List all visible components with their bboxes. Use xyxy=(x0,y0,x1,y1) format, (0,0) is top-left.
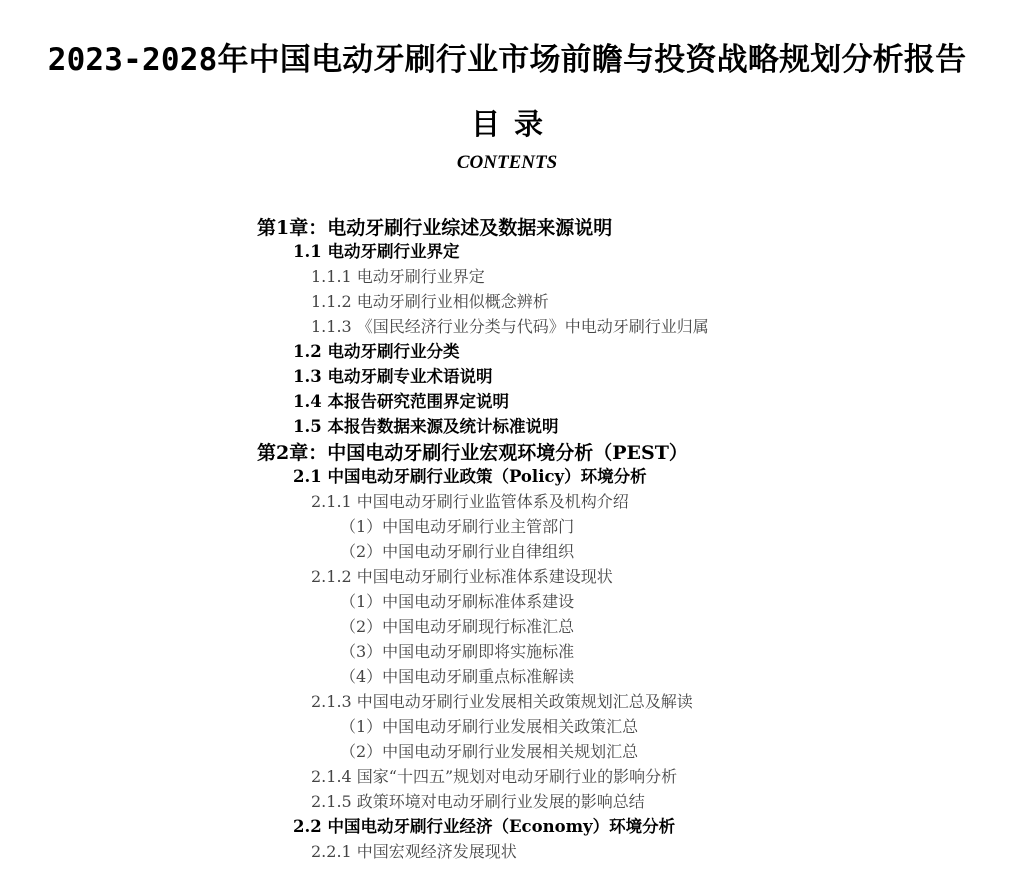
toc-section: 1.4 本报告研究范围界定说明 xyxy=(293,392,509,411)
toc-subsection: 2.1.3 中国电动牙刷行业发展相关政策规划汇总及解读 xyxy=(311,692,693,711)
toc-item: （1）中国电动牙刷行业主管部门 xyxy=(340,517,575,536)
toc-item: （2）中国电动牙刷行业自律组织 xyxy=(340,542,575,561)
toc-chapter: 第1章：电动牙刷行业综述及数据来源说明 xyxy=(257,217,613,239)
toc-subsection: 1.1.2 电动牙刷行业相似概念辨析 xyxy=(311,292,549,311)
toc-subsection: 2.1.5 政策环境对电动牙刷行业发展的影响总结 xyxy=(311,792,645,811)
toc-heading-en: CONTENTS xyxy=(456,152,558,173)
toc-section: 1.2 电动牙刷行业分类 xyxy=(293,342,460,361)
toc-subsection: 1.1.3 《国民经济行业分类与代码》中电动牙刷行业归属 xyxy=(311,317,709,336)
document-title: 2023-2028年中国电动牙刷行业市场前瞻与投资战略规划分析报告 xyxy=(47,42,967,78)
toc-subsection: 1.1.1 电动牙刷行业界定 xyxy=(311,267,485,286)
toc-section: 1.3 电动牙刷专业术语说明 xyxy=(293,367,493,386)
toc-item: （1）中国电动牙刷标准体系建设 xyxy=(340,592,575,611)
toc-item: （3）中国电动牙刷即将实施标准 xyxy=(340,642,575,661)
toc-section: 2.1 中国电动牙刷行业政策（Policy）环境分析 xyxy=(293,467,647,486)
toc-chapter: 第2章：中国电动牙刷行业宏观环境分析（PEST） xyxy=(257,442,688,464)
toc-subsection: 2.1.4 国家“十四五”规划对电动牙刷行业的影响分析 xyxy=(311,767,678,786)
toc-subsection: 2.2.1 中国宏观经济发展现状 xyxy=(311,842,517,861)
toc-item: （2）中国电动牙刷现行标准汇总 xyxy=(340,617,575,636)
toc-subsection: 2.1.1 中国电动牙刷行业监管体系及机构介绍 xyxy=(311,492,629,511)
toc-item: （1）中国电动牙刷行业发展相关政策汇总 xyxy=(340,717,639,736)
toc-section: 1.5 本报告数据来源及统计标准说明 xyxy=(293,417,559,436)
toc-subsection: 2.1.2 中国电动牙刷行业标准体系建设现状 xyxy=(311,567,613,586)
toc-section: 2.2 中国电动牙刷行业经济（Economy）环境分析 xyxy=(293,817,676,836)
toc-item: （2）中国电动牙刷行业发展相关规划汇总 xyxy=(340,742,639,761)
toc-section: 1.1 电动牙刷行业界定 xyxy=(293,242,460,261)
toc-heading: 目录 xyxy=(470,107,557,141)
toc-item: （4）中国电动牙刷重点标准解读 xyxy=(340,667,575,686)
